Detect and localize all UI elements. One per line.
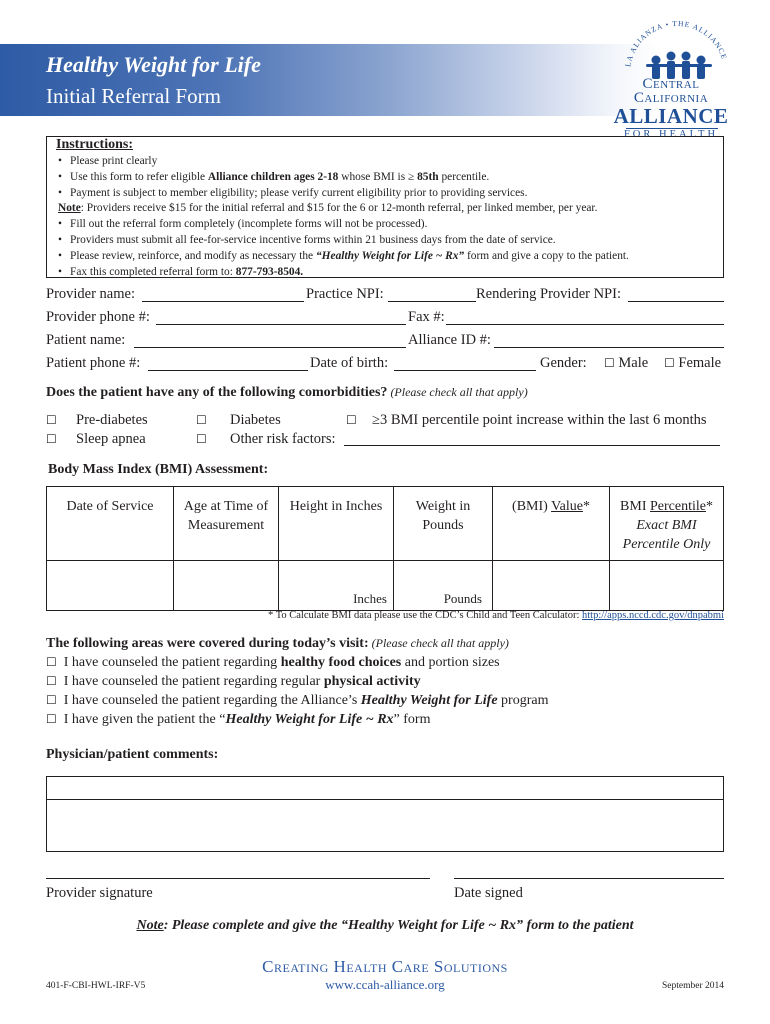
patient-phone-label: Patient phone #:	[46, 355, 141, 371]
gender-label: Gender:	[540, 355, 587, 371]
logo-line2: California	[633, 90, 709, 106]
dob-label: Date of birth:	[310, 355, 389, 371]
patient-phone-field[interactable]	[148, 370, 308, 371]
food-checkbox[interactable]: ☐	[46, 655, 57, 669]
fax-field[interactable]	[446, 324, 724, 325]
sleep-apnea-option[interactable]	[46, 431, 57, 448]
weight-cell[interactable]: Pounds	[394, 561, 493, 611]
form-date: September 2014	[661, 981, 724, 991]
logo-line3: ALLIANCE	[613, 104, 729, 128]
instruction-item: • Fill out the referral form completely (incomplete forms will not be processed).	[58, 218, 428, 231]
instruction-item: • Fax this completed referral form to: 877-793-8504.	[58, 265, 304, 278]
provider-phone-field[interactable]	[156, 324, 406, 325]
gender-female-option[interactable]: ☐ Female	[664, 355, 722, 371]
age-cell[interactable]	[174, 561, 279, 611]
bmi-table	[46, 486, 724, 611]
form-subtitle: Initial Referral Form	[46, 84, 221, 108]
counsel-food-item[interactable]: ☐ I have counseled the patient regarding healthy food choices and portion sizes	[46, 655, 500, 670]
sleep-apnea-label: Sleep apnea	[76, 431, 146, 447]
provider-signature-line[interactable]	[46, 878, 430, 879]
gender-male-option[interactable]: ☐ Male	[604, 355, 649, 371]
patient-name-label: Patient name:	[46, 332, 126, 348]
rendering-npi-field[interactable]	[628, 301, 724, 302]
bmi-increase-option[interactable]	[346, 412, 357, 429]
prediabetes-checkbox[interactable]: ☐	[46, 413, 57, 427]
diabetes-checkbox[interactable]: ☐	[196, 413, 207, 427]
other-risk-option[interactable]	[196, 431, 207, 448]
program-checkbox[interactable]: ☐	[46, 693, 57, 707]
footer-tagline: Creating Health Care Solutions	[262, 957, 508, 976]
footer-website[interactable]: www.ccah-alliance.org	[325, 977, 445, 992]
bmi-percentile-cell[interactable]	[610, 561, 724, 611]
bottom-note: Note: Please complete and give the “Healthy Weight for Life ~ Rx” form to the patient	[136, 918, 634, 933]
comments-heading: Physician/patient comments:	[46, 747, 219, 762]
comorbidities-question: Does the patient have any of the following comorbidities? (Please check all that apply)	[46, 385, 528, 400]
date-of-service-cell[interactable]	[47, 561, 174, 611]
practice-npi-field[interactable]	[388, 301, 476, 302]
instruction-item: • Please print clearly	[58, 155, 158, 167]
col-bmi-percentile: BMI Percentile* Exact BMI Percentile Only	[610, 487, 724, 561]
bmi-increase-label: ≥3 BMI percentile point increase within the last 6 months	[372, 412, 707, 428]
bmi-footnote: * To Calculate BMI data please use the CDC’s Child and Teen Calculator: http://apps.nccd.cdc.gov/dnpabmi	[268, 610, 724, 621]
other-risk-field[interactable]	[344, 445, 720, 446]
instruction-item: • Providers must submit all fee-for-service incentive forms within 21 business days from the date of service.	[58, 233, 556, 246]
male-checkbox[interactable]: ☐	[604, 356, 615, 370]
sleep-apnea-checkbox[interactable]: ☐	[46, 432, 57, 446]
diabetes-label: Diabetes	[230, 412, 281, 428]
instruction-item: • Payment is subject to member eligibility; please verify current eligibility prior to providing services.	[58, 186, 528, 199]
form-title: Healthy Weight for Life	[46, 52, 261, 77]
instruction-note: Note: Providers receive $15 for the initial referral and $15 for the 6 or 12-month referral, per linked member, per year.	[58, 202, 598, 215]
other-risk-label: Other risk factors:	[230, 431, 336, 447]
cdc-calculator-link[interactable]: http://apps.nccd.cdc.gov/dnpabmi	[581, 610, 724, 621]
logo-line4: FOR HEALTH	[623, 129, 719, 140]
height-cell[interactable]: Inches	[279, 561, 394, 611]
provider-name-label: Provider name:	[46, 286, 135, 302]
col-weight: Weight in Pounds	[394, 487, 493, 561]
col-height: Height in Inches	[279, 487, 394, 561]
bmi-heading: Body Mass Index (BMI) Assessment:	[48, 462, 269, 477]
other-risk-checkbox[interactable]: ☐	[196, 432, 207, 446]
provider-phone-label: Provider phone #:	[46, 309, 150, 325]
bmi-value-cell[interactable]	[493, 561, 610, 611]
alliance-id-field[interactable]	[494, 347, 724, 348]
comments-box[interactable]	[46, 776, 724, 852]
fax-label: Fax #:	[408, 309, 445, 325]
instruction-item: • Use this form to refer eligible Alliance children ages 2-18 whose BMI is ≥ 85th percentile.	[58, 170, 490, 183]
counsel-program-item[interactable]: ☐ I have counseled the patient regarding the Alliance’s Healthy Weight for Life program	[46, 693, 549, 708]
logo-arc-text: LA ALIANZA • THE ALLIANCE	[623, 20, 730, 68]
col-date-of-service: Date of Service	[47, 487, 174, 561]
diabetes-option[interactable]	[196, 412, 207, 429]
instruction-item: • Please review, reinforce, and modify as necessary the “Healthy Weight for Life ~ Rx” form and give a copy to the patient.	[58, 249, 629, 262]
col-bmi-value: (BMI) Value*	[493, 487, 610, 561]
form-given-checkbox[interactable]: ☐	[46, 712, 57, 726]
female-checkbox[interactable]: ☐	[664, 356, 675, 370]
counsel-activity-item[interactable]: ☐ I have counseled the patient regarding regular physical activity	[46, 674, 421, 689]
given-form-item[interactable]: ☐ I have given the patient the “Healthy Weight for Life ~ Rx” form	[46, 712, 431, 727]
instructions-title: Instructions:	[56, 137, 134, 152]
prediabetes-option[interactable]	[46, 412, 57, 429]
bmi-increase-checkbox[interactable]: ☐	[346, 413, 357, 427]
date-signed-label: Date signed	[454, 885, 523, 901]
dob-field[interactable]	[394, 370, 536, 371]
provider-name-field[interactable]	[142, 301, 304, 302]
col-age: Age at Time of Measurement	[174, 487, 279, 561]
instructions-list	[58, 154, 718, 280]
covered-heading: The following areas were covered during today’s visit: (Please check all that apply)	[46, 636, 509, 651]
date-signed-line[interactable]	[454, 878, 724, 879]
provider-signature-label: Provider signature	[46, 885, 153, 901]
practice-npi-label: Practice NPI:	[306, 286, 384, 302]
alliance-id-label: Alliance ID #:	[408, 332, 491, 348]
rendering-npi-label: Rendering Provider NPI:	[476, 286, 621, 302]
activity-checkbox[interactable]: ☐	[46, 674, 57, 688]
prediabetes-label: Pre-diabetes	[76, 412, 148, 428]
patient-name-field[interactable]	[134, 347, 406, 348]
logo-line1: Central	[642, 76, 700, 92]
comments-divider	[46, 799, 724, 800]
form-code: 401-F-CBI-HWL-IRF-V5	[46, 981, 146, 991]
alliance-logo	[612, 20, 742, 140]
